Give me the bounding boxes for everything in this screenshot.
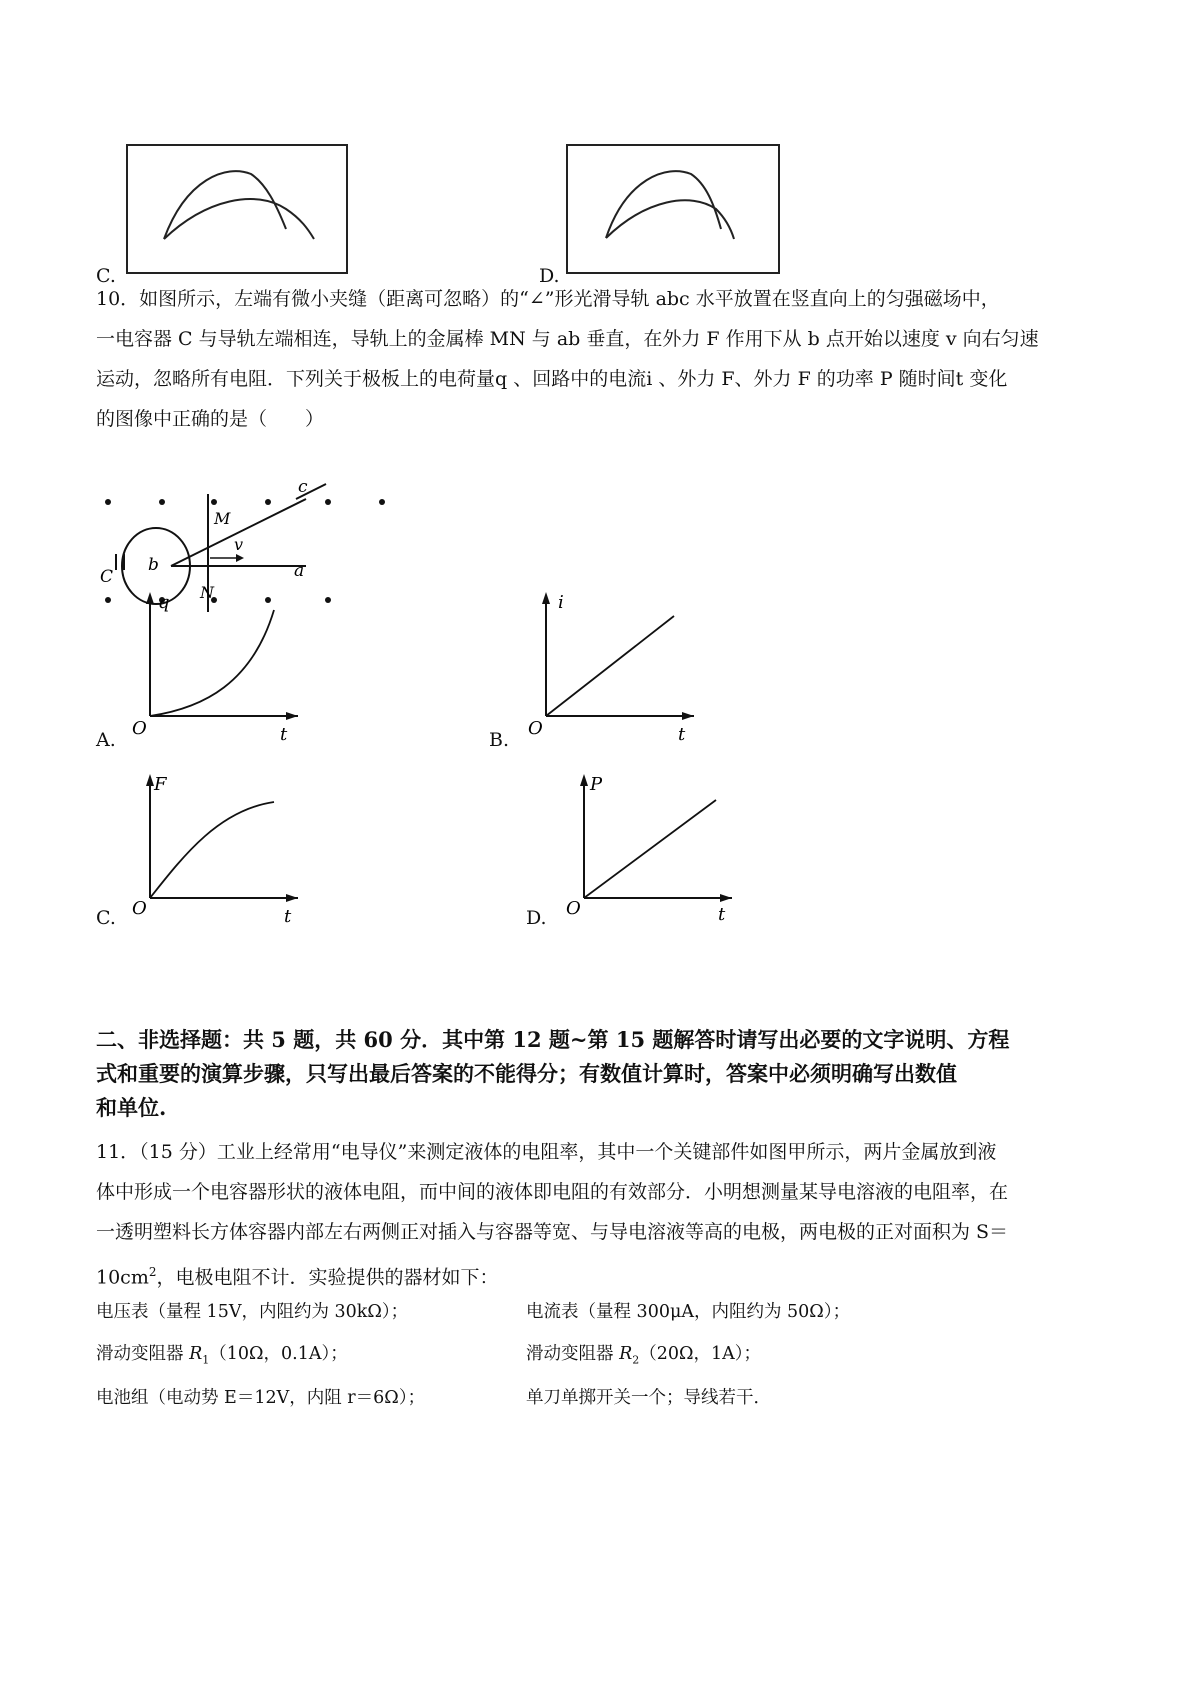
rail-label-a: a: [294, 561, 305, 581]
material-switch-wires: 单刀单掷开关一个；导线若干．: [526, 1388, 771, 1408]
material-var: R: [619, 1344, 633, 1364]
option-b-graph: [530, 588, 706, 748]
rail-label-b: b: [148, 555, 159, 575]
option-b-letter: B.: [489, 729, 510, 751]
origin-label: O: [132, 718, 147, 739]
question-11-line: 体中形成一个电容器形状的液体电阻，而中间的液体即电阻的有效部分．小明想测量某导电溶液的电阻率，在: [96, 1181, 1009, 1203]
option-c-graph: [134, 770, 314, 930]
velocity-label-v: v: [234, 535, 244, 554]
option-c-trajectory-figure: [126, 144, 350, 278]
material-text: （10Ω，0.1A）；: [209, 1344, 348, 1364]
material-sub: 2: [632, 1353, 640, 1367]
material-sub: 1: [202, 1353, 210, 1367]
option-d-label: D.: [539, 265, 560, 287]
section-2-heading-line: 和单位.: [96, 1095, 167, 1120]
origin-label: O: [566, 898, 581, 919]
option-a-graph: [134, 588, 310, 748]
material-var: R: [189, 1344, 203, 1364]
option-d-graph: [568, 770, 748, 930]
material-voltmeter: 电压表（量程 15V，内阻约为 30kΩ）；: [96, 1302, 409, 1322]
option-a-letter: A.: [96, 729, 116, 751]
material-text: 滑动变阻器: [96, 1344, 190, 1364]
axis-label: q: [158, 592, 170, 613]
origin-label: O: [132, 898, 147, 919]
question-11-line: 11．（15 分）工业上经常用“电导仪”来测定液体的电阻率，其中一个关键部件如图甲所示，两片金属放到液: [96, 1141, 997, 1163]
section-2-heading-line: 式和重要的演算步骤，只写出最后答案的不能得分；有数值计算时，答案中必须明确写出数值: [96, 1061, 957, 1086]
axis-label: t: [718, 904, 726, 925]
question-11-line: 一透明塑料长方体容器内部左右两侧正对插入与容器等宽、与导电溶液等高的电极，两电极的正对面积为 S＝: [96, 1221, 1009, 1243]
question-10-line: 10．如图所示，左端有微小夹缝（距离可忽略）的“∠”形光滑导轨 abc 水平放置在竖直向上的匀强磁场中，: [96, 288, 1000, 310]
option-d-trajectory-figure: [566, 144, 782, 278]
area-value: 10cm: [96, 1266, 149, 1289]
question-10-line: 一电容器 C 与导轨左端相连，导轨上的金属棒 MN 与 ab 垂直，在外力 F 作用下从 b 点开始以速度 v 向右匀速: [96, 328, 1039, 350]
rod-label-n: N: [200, 583, 214, 602]
origin-label: O: [528, 718, 543, 739]
section-2-heading-line: 二、非选择题：共 5 题，共 60 分．其中第 12 题~第 15 题解答时请写出必要的文字说明、方程: [96, 1027, 1010, 1052]
material-battery: 电池组（电动势 E＝12V，内阻 r＝6Ω）；: [96, 1388, 426, 1408]
option-c-letter: C.: [96, 907, 116, 929]
axis-label: t: [284, 906, 292, 927]
material-rheostat-r1: [96, 1340, 348, 1367]
axis-label: t: [280, 724, 288, 745]
material-text: （20Ω，1A）；: [639, 1344, 762, 1364]
question-10-line: 运动，忽略所有电阻．下列关于极板上的电荷量q 、回路中的电流i 、外力 F、外力 F 的功率 P 随时间t 变化: [96, 368, 1008, 390]
axis-label: i: [558, 592, 564, 613]
rod-label-m: M: [214, 509, 231, 528]
option-c-label: C.: [96, 265, 116, 287]
area-superscript: 2: [148, 1265, 157, 1279]
material-text: 滑动变阻器: [526, 1344, 620, 1364]
material-rheostat-r2: [526, 1340, 761, 1367]
option-d-letter: D.: [526, 907, 547, 929]
rail-label-c: c: [298, 477, 308, 497]
question-10-line: 的图像中正确的是（ ）: [96, 408, 325, 430]
material-ammeter: 电流表（量程 300μA，内阻约为 50Ω）；: [526, 1302, 851, 1322]
axis-label: F: [154, 774, 167, 795]
capacitor-label-c: C: [100, 567, 114, 587]
question-11-line-tail: ，电极电阻不计．实验提供的器材如下：: [156, 1266, 499, 1289]
axis-label: P: [590, 774, 603, 795]
question-11-line-area: [96, 1258, 499, 1291]
axis-label: t: [678, 724, 686, 745]
